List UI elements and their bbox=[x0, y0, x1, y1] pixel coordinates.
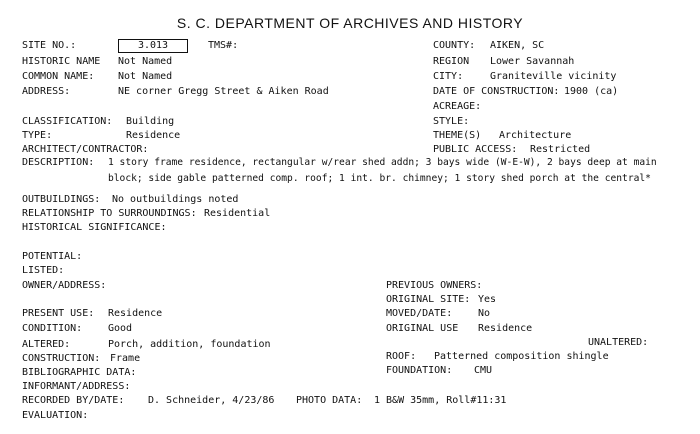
historical-significance-label: HISTORICAL SIGNIFICANCE: bbox=[22, 222, 167, 233]
outbuildings-value: No outbuildings noted bbox=[112, 194, 239, 205]
historic-name-value: Not Named bbox=[118, 56, 173, 67]
description-label: DESCRIPTION: bbox=[22, 157, 95, 168]
address-label: ADDRESS: bbox=[22, 86, 71, 97]
address-value: NE corner Gregg Street & Aiken Road bbox=[118, 86, 329, 97]
site-no-label: SITE NO.: bbox=[22, 40, 77, 51]
photo-data-label: PHOTO DATA: bbox=[296, 395, 363, 406]
public-access-value: Restricted bbox=[530, 144, 591, 155]
informant-label: INFORMANT/ADDRESS: bbox=[22, 381, 131, 392]
present-use-label: PRESENT USE: bbox=[22, 308, 95, 319]
region-label: REGION bbox=[433, 56, 470, 67]
description-line-1: 1 story frame residence, rectangular w/rear shed addn; 3 bays wide (W-E-W), 2 bays deep at main bbox=[108, 157, 657, 168]
themes-label: THEME(S) bbox=[433, 130, 482, 141]
outbuildings-label: OUTBUILDINGS: bbox=[22, 194, 101, 205]
owner-address-label: OWNER/ADDRESS: bbox=[22, 280, 107, 291]
original-use-label: ORIGINAL USE bbox=[386, 323, 459, 334]
classification-label: CLASSIFICATION: bbox=[22, 116, 113, 127]
common-name-value: Not Named bbox=[118, 71, 173, 82]
foundation-value: CMU bbox=[474, 365, 493, 376]
acreage-label: ACREAGE: bbox=[433, 101, 482, 112]
roof-value: Patterned composition shingle bbox=[434, 351, 609, 362]
common-name-label: COMMON NAME: bbox=[22, 71, 95, 82]
themes-value: Architecture bbox=[499, 130, 572, 141]
evaluation-label: EVALUATION: bbox=[22, 410, 89, 421]
tms-label: TMS#: bbox=[208, 40, 239, 51]
type-value: Residence bbox=[126, 130, 181, 141]
construction-value: Frame bbox=[110, 353, 141, 364]
moved-date-value: No bbox=[478, 308, 491, 319]
county-label: COUNTY: bbox=[433, 40, 476, 51]
relationship-value: Residential bbox=[204, 208, 271, 219]
public-access-label: PUBLIC ACCESS: bbox=[433, 144, 518, 155]
present-use-value: Residence bbox=[108, 308, 163, 319]
site-no-value: 3.013 bbox=[118, 39, 188, 53]
historic-name-label: HISTORIC NAME bbox=[22, 56, 101, 67]
foundation-label: FOUNDATION: bbox=[386, 365, 453, 376]
style-label: STYLE: bbox=[433, 116, 470, 127]
photo-data-value: 1 B&W 35mm, Roll#11:31 bbox=[374, 395, 507, 406]
type-label: TYPE: bbox=[22, 130, 53, 141]
original-site-label: ORIGINAL SITE: bbox=[386, 294, 471, 305]
recorded-by-label: RECORDED BY/DATE: bbox=[22, 395, 125, 406]
condition-label: CONDITION: bbox=[22, 323, 83, 334]
original-site-value: Yes bbox=[478, 294, 497, 305]
condition-value: Good bbox=[108, 323, 133, 334]
architect-label: ARCHITECT/CONTRACTOR: bbox=[22, 144, 149, 155]
description-line-2: block; side gable patterned comp. roof; 1 int. br. chimney; 1 story shed porch at the central* bbox=[108, 173, 651, 184]
relationship-label: RELATIONSHIP TO SURROUNDINGS: bbox=[22, 208, 197, 219]
page-title: S. C. DEPARTMENT OF ARCHIVES AND HISTORY bbox=[176, 15, 524, 31]
listed-label: LISTED: bbox=[22, 265, 65, 276]
city-label: CITY: bbox=[433, 71, 464, 82]
bibliographic-label: BIBLIOGRAPHIC DATA: bbox=[22, 367, 137, 378]
moved-date-label: MOVED/DATE: bbox=[386, 308, 453, 319]
recorded-by-value: D. Schneider, 4/23/86 bbox=[148, 395, 275, 406]
roof-label: ROOF: bbox=[386, 351, 417, 362]
classification-value: Building bbox=[126, 116, 175, 127]
region-value: Lower Savannah bbox=[490, 56, 575, 67]
county-value: AIKEN, SC bbox=[490, 40, 545, 51]
city-value: Graniteville vicinity bbox=[490, 71, 617, 82]
original-use-value: Residence bbox=[478, 323, 533, 334]
potential-label: POTENTIAL: bbox=[22, 251, 83, 262]
previous-owners-label: PREVIOUS OWNERS: bbox=[386, 280, 483, 291]
unaltered-label: UNALTERED: bbox=[588, 337, 649, 348]
altered-value: Porch, addition, foundation bbox=[108, 339, 271, 350]
date-of-construction-value: 1900 (ca) bbox=[564, 86, 619, 97]
date-of-construction-label: DATE OF CONSTRUCTION: bbox=[433, 86, 560, 97]
altered-label: ALTERED: bbox=[22, 339, 71, 350]
construction-label: CONSTRUCTION: bbox=[22, 353, 101, 364]
